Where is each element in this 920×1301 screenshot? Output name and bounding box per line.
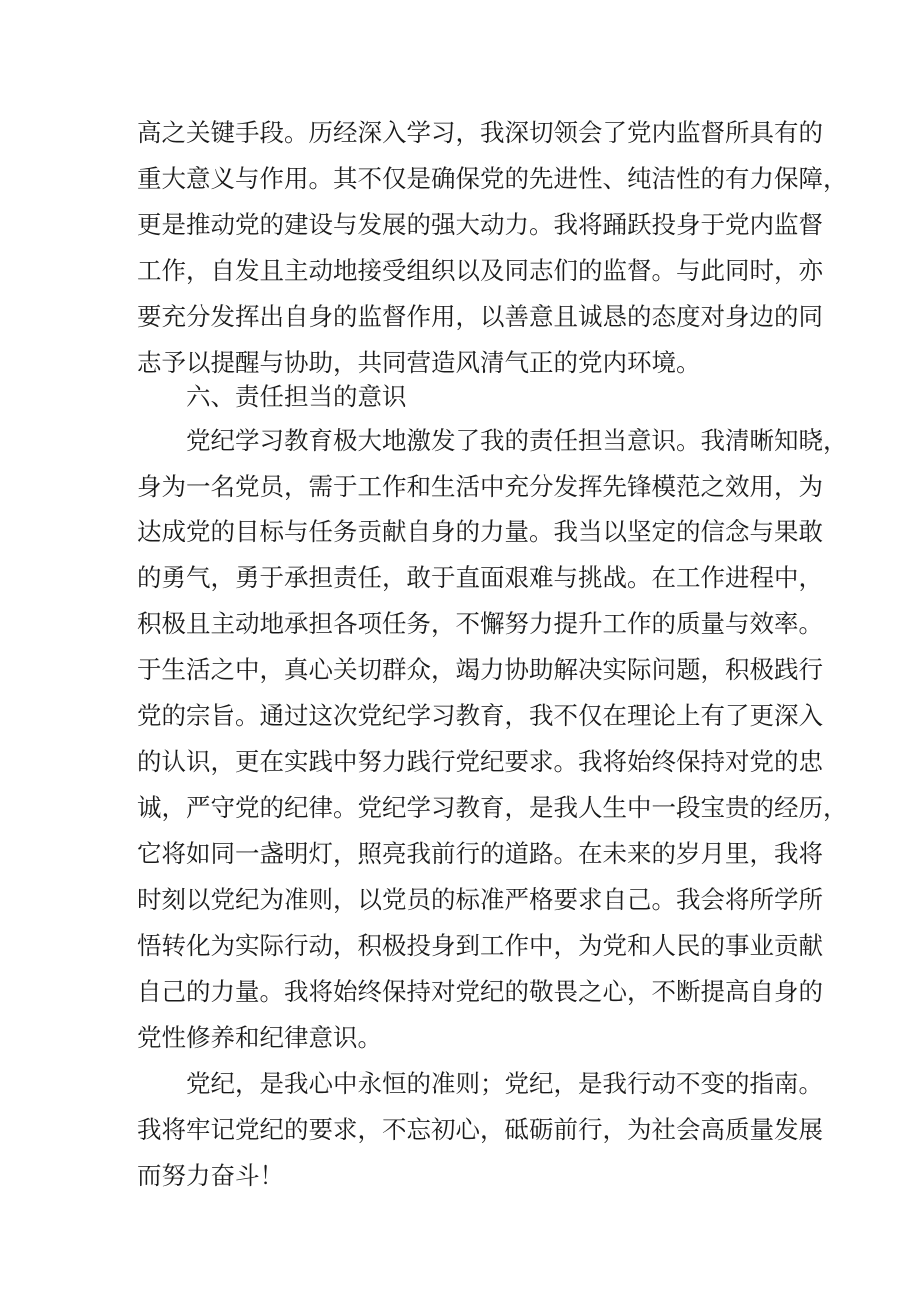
text-line: 的认识，更在实践中努力践行党纪要求。我将始终保持对党的忠 [137, 747, 823, 776]
text-line: 志予以提醒与协助，共同营造风清气正的党内环境。 [137, 348, 701, 377]
text-line: 自己的力量。我将始终保持对党纪的敬畏之心，不断提高自身的 [137, 977, 823, 1006]
text-line: 党性修养和纪律意识。 [137, 1023, 382, 1052]
text-line: 积极且主动地承担各项任务，不懈努力提升工作的质量与效率。 [137, 609, 823, 638]
text-line: 要充分发挥出自身的监督作用，以善意且诚恳的态度对身边的同 [137, 302, 823, 331]
text-line: 而努力奋斗！ [137, 1161, 284, 1190]
text-line: 重大意义与作用。其不仅是确保党的先进性、纯洁性的有力保障， [137, 164, 848, 193]
text-line: 高之关键手段。历经深入学习，我深切领会了党内监督所具有的 [137, 118, 823, 147]
text-line: 的勇气，勇于承担责任，敢于直面艰难与挑战。在工作进程中， [137, 563, 823, 592]
text-line: 达成党的目标与任务贡献自身的力量。我当以坚定的信念与果敢 [137, 517, 823, 546]
text-line: 工作，自发且主动地接受组织以及同志们的监督。与此同时，亦 [137, 256, 823, 285]
text-line: 党纪，是我心中永恒的准则；党纪，是我行动不变的指南。 [186, 1069, 823, 1098]
text-line: 我将牢记党纪的要求，不忘初心，砥砺前行，为社会高质量发展 [137, 1115, 823, 1144]
text-line: 诚，严守党的纪律。党纪学习教育，是我人生中一段宝贵的经历， [137, 793, 848, 822]
text-line: 悟转化为实际行动，积极投身到工作中，为党和人民的事业贡献 [137, 931, 823, 960]
text-line: 更是推动党的建设与发展的强大动力。我将踊跃投身于党内监督 [137, 210, 823, 239]
text-line: 身为一名党员，需于工作和生活中充分发挥先锋模范之效用，为 [137, 472, 823, 501]
text-line: 党纪学习教育极大地激发了我的责任担当意识。我清晰知晓， [186, 426, 848, 455]
text-line: 党的宗旨。通过这次党纪学习教育，我不仅在理论上有了更深入 [137, 701, 823, 730]
text-line: 它将如同一盏明灯，照亮我前行的道路。在未来的岁月里，我将 [137, 839, 823, 868]
text-line: 于生活之中，真心关切群众，竭力协助解决实际问题，积极践行 [137, 655, 823, 684]
text-line: 时刻以党纪为准则，以党员的标准严格要求自己。我会将所学所 [137, 885, 823, 914]
section-heading: 六、责任担当的意识 [186, 382, 407, 411]
